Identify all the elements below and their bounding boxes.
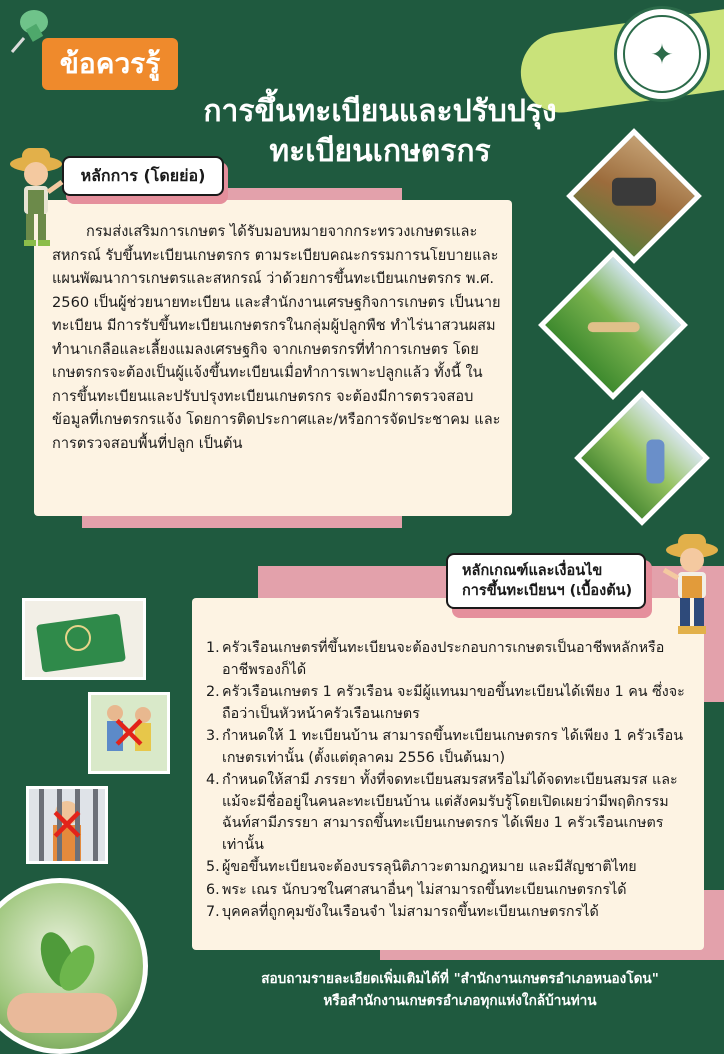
x-mark-icon: ✕: [109, 706, 149, 760]
section2-heading-line-2: การขึ้นทะเบียนฯ (เบื้องต้น): [462, 583, 633, 599]
section2-heading: [446, 553, 646, 609]
seedling-in-hands-photo: [0, 878, 148, 1054]
list-item-number: 6.: [206, 881, 220, 898]
farmer-boy-illustration: [10, 142, 66, 248]
list-item-text: พระ เณร นักบวชในศาสนาอื่นๆ ไม่สามารถขึ้นทะเบียนเกษตรกรได้: [222, 881, 627, 898]
list-item-text: ครัวเรือนเกษตร 1 ครัวเรือน จะมีผู้แทนมาขอขึ้นทะเบียนได้เพียง 1 คน ซึ่งจะถือว่าเป็นหัวหน้าครัวเรือนเกษตร: [222, 684, 685, 722]
rice-field-photo: [538, 250, 688, 400]
list-item-number: 3.: [206, 728, 220, 744]
list-item: [206, 682, 696, 725]
list-item-number: 2.: [206, 684, 220, 700]
list-item: [206, 880, 696, 902]
list-item-text: ผู้ขอขึ้นทะเบียนจะต้องบรรลุนิติภาวะตามกฎหมาย และมีสัญชาติไทย: [222, 859, 637, 875]
department-seal-icon: [614, 6, 710, 102]
list-item: [206, 726, 696, 769]
crop-inspection-photo: [574, 390, 710, 526]
title-line-2: ทะเบียนเกษตรกร: [269, 134, 491, 169]
list-item-text: บุคคลที่ถูกคุมขังในเรือนจำ ไม่สามารถขึ้นทะเบียนเกษตรกรได้: [222, 904, 599, 920]
title-line-1: การขึ้นทะเบียนและปรับปรุง: [203, 94, 557, 129]
footer-line-2: หรือสำนักงานเกษตรอำเภอทุกแห่งใกล้บ้านท่าน: [323, 993, 597, 1009]
list-item: [206, 902, 696, 924]
list-item: [206, 857, 696, 879]
list-item: [206, 770, 696, 856]
info-badge: ข้อควรรู้: [42, 38, 178, 90]
criteria-list: [206, 638, 696, 925]
section1-body: กรมส่งเสริมการเกษตร ได้รับมอบหมายจากกระทรวงเกษตรและสหกรณ์ รับขึ้นทะเบียนเกษตรกร ตามระเบียบคณะกรรมการนโยบายและแผนพัฒนาการเกษตรและสหกรณ์ ว่าด้วยการขึ้นทะเบียนเกษตรกร พ.ศ. 2560 เป็นผู้ช่วยนายทะเบียน และสำนักงานเศรษฐกิจการเกษตร เป็นนายทะเบียน มีการรับขึ้นทะเบียนเกษตรกรในกลุ่มผู้ปลูกพืช ทำไร่นาสวนผสม ทำนาเกลือและเลี้ยงแมลงเศรษฐกิจ จากเกษตรกรที่ทำการเกษตร โดยเกษตรกรจะต้องเป็นผู้แจ้งขึ้นทะเบียนเมื่อทำการเพาะปลูกแล้ว ทั้งนี้ ในการขึ้นทะเบียนและปรับปรุงทะเบียนเกษตรกร จะต้องมีการตรวจสอบข้อมูลที่เกษตรกรแจ้ง โดยการติดประกาศและ/หรือการจัดประชาคม และการตรวจสอบพื้นที่ปลูก เป็นต้น: [52, 223, 501, 452]
list-item-text: ครัวเรือนเกษตรที่ขึ้นทะเบียนจะต้องประกอบการเกษตรเป็นอาชีพหลักหรืออาชีพรองก็ได้: [222, 640, 665, 678]
list-item-number: 5.: [206, 859, 220, 875]
x-mark-icon: ✕: [47, 798, 87, 852]
farmer-girl-illustration: [660, 530, 720, 636]
book-emblem: [65, 625, 91, 651]
list-item-number: 1.: [206, 640, 220, 656]
section1-heading: หลักการ (โดยย่อ): [62, 156, 224, 196]
list-item: [206, 638, 696, 681]
list-item-text: กำหนดให้ 1 ทะเบียนบ้าน สามารถขึ้นทะเบียนเกษตรกร ได้เพียง 1 ครัวเรือนเกษตรเท่านั้น (ตั้งแต่ตุลาคม 2556 เป็นต้นมา): [222, 728, 684, 766]
prisoner-photo: [26, 786, 108, 864]
couple-photo: [88, 692, 170, 774]
hands: [7, 993, 117, 1033]
list-item-text: กำหนดให้สามี ภรรยา ทั้งที่จดทะเบียนสมรสหรือไม่ได้จดทะเบียนสมรส และแม้จะมีชื่ออยู่ในคนละทะเบียนบ้าน แต่สังคมรับรู้โดยเปิดเผยว่ามีพฤติกรรมฉันท์สามีภรรยา สามารถขึ้นทะเบียนเกษตรกร ได้เพียง 1 ครัวเรือนเกษตรเท่านั้น: [222, 772, 678, 853]
list-item-number: 4.: [206, 772, 220, 788]
footer-contact: [200, 968, 720, 1012]
seal-emblem: ✦: [623, 15, 701, 93]
section2-heading-line-1: หลักเกณฑ์และเงื่อนไข: [462, 563, 603, 579]
list-item-number: 7.: [206, 904, 220, 920]
footer-line-1: สอบถามรายละเอียดเพิ่มเติมได้ที่ "สำนักงานเกษตรอำเภอหนองโดน": [261, 971, 659, 987]
farmer-id-book-photo: [22, 598, 146, 680]
